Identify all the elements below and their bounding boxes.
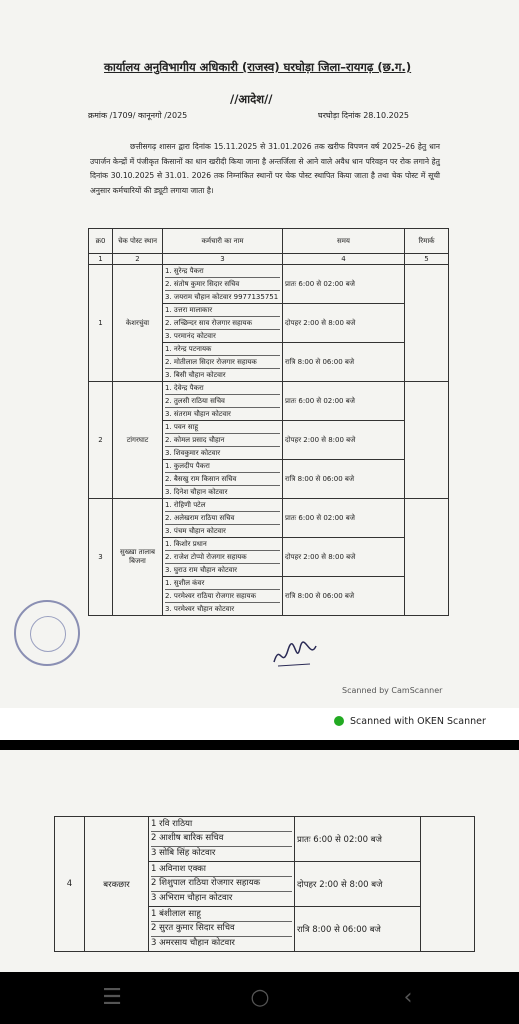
table-header-3: कर्मचारी का नाम [163, 229, 283, 254]
column-number: 3 [163, 254, 283, 265]
employee-names-cell [163, 421, 283, 460]
employee-name: 3. परमेश्वर चौहान कोटवार [165, 605, 235, 613]
employee-name: 3. परमानंद कोटवार [165, 332, 216, 340]
checkpost-place: सुख्खा तालाब बिजना [113, 499, 163, 616]
employee-name: 3. शिवकुमार कोटवार [165, 449, 221, 457]
table-row [89, 382, 449, 421]
employee-names-cell [163, 499, 283, 538]
shift-time: दोपहर 2:00 से 8:00 बजे [283, 421, 405, 460]
remark-cell [405, 382, 449, 499]
remark-cell [405, 499, 449, 616]
employee-name: 2. बैसखु राम किसान सचिव [165, 473, 280, 486]
shift-time: रात्रि 8:00 से 06:00 बजे [283, 343, 405, 382]
employee-name: 1. देवेन्द्र पैकरा [165, 382, 280, 395]
employee-name: 2 सुरत कुमार सिदार सचिव [151, 922, 292, 937]
table-row [55, 817, 475, 862]
employee-name: 2. परमेश्वर राठिया रोजगार सहायक [165, 590, 280, 603]
employee-name: 2. संतोष कुमार सिदार सचिव [165, 278, 280, 291]
back-icon[interactable]: ‹ [403, 985, 413, 1010]
recent-apps-icon[interactable]: ☰ [102, 985, 122, 1010]
employee-names-cell [149, 907, 295, 952]
employee-name: 3 अभिराम चौहान कोटवार [151, 892, 233, 903]
employee-name: 3. संतराम चौहान कोटवार [165, 410, 231, 418]
column-number: 4 [283, 254, 405, 265]
employee-names-cell [163, 382, 283, 421]
order-date: घरघोड़ा दिनांक 28.10.2025 [318, 111, 410, 120]
employee-name: 3. पंचम चौहान कोटवार [165, 527, 226, 535]
column-number: 2 [113, 254, 163, 265]
android-nav-bar [0, 972, 519, 1024]
employee-names-cell [149, 817, 295, 862]
seal-emblem [30, 616, 66, 652]
page-divider [0, 740, 519, 750]
shift-time: रात्रि 8:00 से 06:00 बजे [283, 460, 405, 499]
employee-names-cell [163, 343, 283, 382]
employee-name: 2. राजेश टोप्पो रोजगार सहायक [165, 551, 280, 564]
employee-names-cell [163, 577, 283, 616]
camscanner-watermark: Scanned by CamScanner [342, 686, 443, 695]
employee-name: 1. रोहिणी पटेल [165, 499, 280, 512]
employee-name: 1. नरेन्द्र पटनायक [165, 343, 280, 356]
employee-name: 3. घुराउ राम चौहान कोटवार [165, 566, 238, 574]
shift-time: दोपहर 2:00 से 8:00 बजे [283, 538, 405, 577]
checkpost-place: टांगरघाट [113, 382, 163, 499]
shift-time: दोपहर 2:00 से 8:00 बजे [295, 862, 421, 907]
serial-number: 2 [89, 382, 113, 499]
column-number: 5 [405, 254, 449, 265]
employee-name: 1. किशोर प्रधान [165, 538, 280, 551]
paragraph-text: छत्तीसगढ़ शासन द्वारा दिनांक 15.11.2025 से 31.01.2026 तक खरीफ विपणन वर्ष 2025–26 हेतु धान उपार्जन केन्द्रों में पंजीकृत किसानों का धान खरीदी किया जाना है अन्तर्जिला से आने वाले अवैध धान परिवहन पर रोक लगाने हेतु दिनांक 30.10.2025 से 31.01. 2026 तक निम्नांकित स्थानों पर चेक पोस्ट स्थापित किया जाता है तथा चेक पोस्ट में सूची अनुसार कर्मचारियों की ड्यूटी लगाया जाता है। [90, 142, 440, 195]
table-row [89, 265, 449, 304]
remark-cell [405, 265, 449, 382]
employee-name: 1 अविनाश एक्का [151, 863, 292, 878]
employee-name: 2. लच्छिन्दर साव रोजगार सहायक [165, 317, 280, 330]
employee-name: 2 आशीष बारिक सचिव [151, 832, 292, 847]
employee-name: 3 सोबि सिंह कोटवार [151, 847, 216, 858]
employee-names-cell [163, 265, 283, 304]
employee-name: 2. कोमल प्रसाद चौहान [165, 434, 280, 447]
oken-logo-icon [334, 716, 344, 726]
duty-table [88, 228, 449, 616]
checkpost-place: केशरचुंवा [113, 265, 163, 382]
table-header-4: समय [283, 229, 405, 254]
employee-names-cell [163, 538, 283, 577]
serial-number: 1 [89, 265, 113, 382]
signature [270, 640, 320, 670]
employee-name: 1. कुलदीप पैकरा [165, 460, 280, 473]
employee-name: 1 बंशीलाल साहू [151, 908, 292, 923]
employee-name: 1. सुरेन्द्र पैकरा [165, 265, 280, 278]
shift-time: रात्रि 8:00 से 06:00 बजे [283, 577, 405, 616]
employee-name: 1 रवि राठिया [151, 818, 292, 833]
checkpost-place: बरकछार [85, 817, 149, 952]
employee-name: 1. सुशील कंवर [165, 577, 280, 590]
home-icon[interactable]: ○ [250, 985, 270, 1010]
order-paragraph [90, 140, 440, 198]
employee-name: 3. दिनेश चौहान कोटवार [165, 488, 228, 496]
serial-number: 4 [55, 817, 85, 952]
column-number: 1 [89, 254, 113, 265]
shift-time: दोपहर 2:00 से 8:00 बजे [283, 304, 405, 343]
employee-name: 3. जयराम चौहान कोटवार 9977135751 [165, 293, 279, 301]
serial-number: 3 [89, 499, 113, 616]
employee-names-cell [163, 304, 283, 343]
order-heading: //आदेश// [230, 92, 273, 106]
employee-name: 3. बिसी चौहान कोटवार [165, 371, 226, 379]
table-header-5: रिमार्क [405, 229, 449, 254]
duty-table-continued [54, 816, 475, 952]
scanned-page-2 [0, 750, 519, 972]
employee-name: 1. पवन साहू [165, 421, 280, 434]
shift-time: प्रातः 6:00 से 02:00 बजे [283, 499, 405, 538]
employee-name: 3 अमरसाय चौहान कोटवार [151, 937, 235, 948]
employee-name: 2 शिशुपाल राठिया रोजगार सहायक [151, 877, 292, 892]
shift-time: रात्रि 8:00 से 06:00 बजे [295, 907, 421, 952]
employee-name: 2. अलेखराम राठिया सचिव [165, 512, 280, 525]
oken-watermark: Scanned with OKEN Scanner [350, 716, 486, 727]
office-seal [14, 600, 80, 666]
table-row [89, 499, 449, 538]
table-header-1: क्र0 [89, 229, 113, 254]
employee-names-cell [149, 862, 295, 907]
employee-name: 1. उत्तरा मालाकार [165, 304, 280, 317]
reference-number: क्रमांक /1709/ कानूनगो /2025 [88, 111, 188, 120]
office-title: कार्यालय अनुविभागीय अधिकारी (राजस्व) घरघोड़ा जिला–रायगढ़ (छ.ग.) [104, 60, 412, 74]
employee-name: 2. तुलसी राठिया सचिव [165, 395, 280, 408]
shift-time: प्रातः 6:00 से 02:00 बजे [295, 817, 421, 862]
shift-time: प्रातः 6:00 से 02:00 बजे [283, 265, 405, 304]
table-header-2: चेक पोस्ट स्थान [113, 229, 163, 254]
remark-cell [421, 817, 475, 952]
employee-names-cell [163, 460, 283, 499]
shift-time: प्रातः 6:00 से 02:00 बजे [283, 382, 405, 421]
employee-name: 2. मोतीलाल सिदार रोजगार सहायक [165, 356, 280, 369]
